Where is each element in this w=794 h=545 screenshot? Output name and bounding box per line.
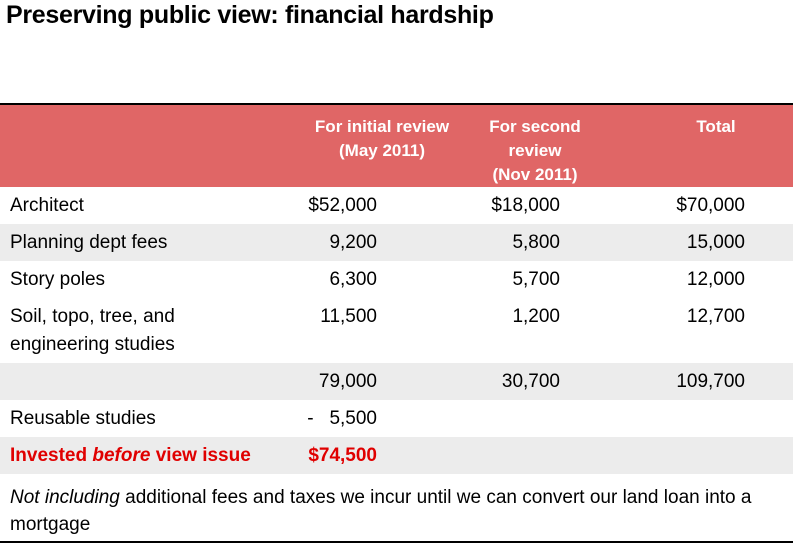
cell-total: $70,000: [676, 195, 745, 216]
cell-second: 30,700: [461, 363, 649, 400]
header-initial-review: For initial review (May 2011): [283, 104, 461, 187]
cell-initial: 79,000: [283, 363, 461, 400]
row-label: Soil, topo, tree, and engineering studies: [10, 306, 175, 355]
header-total: Total: [649, 104, 793, 187]
cell-initial: $52,000: [308, 195, 377, 216]
page-title: Preserving public view: financial hardship: [6, 1, 494, 29]
row-label: Invested before view issue: [0, 437, 283, 474]
footnote-emphasis: Not including: [10, 487, 120, 508]
cell-total: [649, 437, 793, 474]
cell-total: 109,700: [649, 363, 793, 400]
cell-second: [461, 437, 649, 474]
bottom-rule: [0, 541, 793, 543]
minus-sign: -: [307, 408, 314, 429]
table-header-row: [0, 104, 793, 187]
header-blank: [0, 104, 283, 187]
cell-initial: [283, 400, 461, 437]
table-row: [0, 224, 793, 261]
table-row: [0, 400, 793, 437]
footnote: [10, 484, 790, 538]
table-row: [0, 187, 793, 224]
table-row: [0, 261, 793, 298]
cell-total: 12,000: [686, 269, 745, 290]
row-label: Reusable studies: [10, 408, 156, 429]
cell-second: 5,700: [512, 269, 560, 290]
header-second-review: For second review (Nov 2011): [461, 104, 649, 187]
cell-initial: $74,500: [283, 437, 461, 474]
table-row: [0, 298, 793, 363]
row-label: Story poles: [10, 269, 106, 290]
cost-table: [0, 103, 793, 474]
cell-second: [461, 400, 649, 437]
cell-value: 5,500: [329, 408, 377, 429]
subtotal-row: [0, 363, 793, 400]
cell-total: [649, 400, 793, 437]
row-label: Planning dept fees: [0, 224, 283, 261]
cell-total: 15,000: [649, 224, 793, 261]
row-label: Architect: [10, 195, 84, 216]
row-label: [0, 363, 283, 400]
cell-initial: 6,300: [329, 269, 377, 290]
cell-second: 5,800: [461, 224, 649, 261]
cell-initial: 11,500: [320, 306, 377, 327]
emphasis-before: before: [92, 445, 151, 466]
invested-row: [0, 437, 793, 474]
cell-second: $18,000: [491, 195, 560, 216]
footnote-text: additional fees and taxes we incur until we can convert our land loan into a mortgage: [10, 487, 752, 535]
cell-initial: 9,200: [283, 224, 461, 261]
cell-total: 12,700: [686, 306, 745, 327]
cell-second: 1,200: [512, 306, 560, 327]
